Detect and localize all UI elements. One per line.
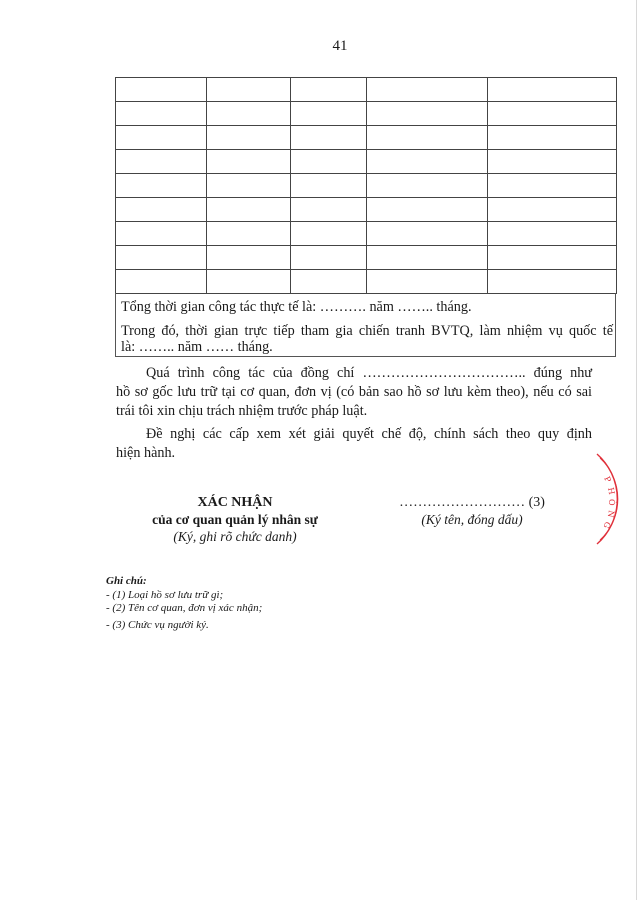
summary-box bbox=[115, 293, 616, 357]
table-row bbox=[116, 174, 617, 198]
war-time-line-1: Trong đó, thời gian trực tiếp tham gia chiến tranh BVTQ, làm nhiệm vụ quốc tế bbox=[121, 323, 613, 339]
confirmation-title: XÁC NHẬN bbox=[197, 495, 273, 510]
table-cell bbox=[207, 198, 291, 222]
table-cell bbox=[291, 174, 367, 198]
table-cell bbox=[291, 246, 367, 270]
table-cell bbox=[488, 246, 617, 270]
table-cell bbox=[367, 78, 488, 102]
svg-text:P: P bbox=[602, 475, 613, 484]
table-cell bbox=[116, 78, 207, 102]
confirmation-paragraph bbox=[116, 364, 592, 421]
table-row bbox=[116, 246, 617, 270]
note-item: - (3) Chức vụ người ký. bbox=[106, 618, 209, 631]
page-edge bbox=[636, 0, 637, 900]
page-number: 41 bbox=[332, 38, 348, 54]
signer-hint: (Ký tên, đóng dấu) bbox=[421, 512, 523, 527]
table-cell bbox=[488, 78, 617, 102]
table-cell bbox=[207, 270, 291, 294]
table-cell bbox=[291, 78, 367, 102]
confirmation-line-1: Quá trình công tác của đồng chí …………………………….. đúng như bbox=[146, 365, 592, 381]
table-cell bbox=[367, 270, 488, 294]
svg-text:G: G bbox=[601, 520, 613, 530]
table-cell bbox=[207, 102, 291, 126]
confirmation-hint: (Ký, ghi rõ chức danh) bbox=[173, 529, 297, 544]
table-cell bbox=[116, 102, 207, 126]
table-cell bbox=[291, 126, 367, 150]
table-cell bbox=[488, 150, 617, 174]
table-cell bbox=[367, 150, 488, 174]
hr-confirmation-block bbox=[120, 494, 350, 545]
signer-block bbox=[382, 494, 562, 528]
table-cell bbox=[367, 246, 488, 270]
confirmation-line-2: hồ sơ gốc lưu trữ tại cơ quan, đơn vị (có bản sao hồ sơ lưu kèm theo), nếu có sai bbox=[116, 384, 592, 400]
table-cell bbox=[207, 150, 291, 174]
svg-text:N: N bbox=[605, 509, 616, 519]
table-row bbox=[116, 222, 617, 246]
note-item: - (2) Tên cơ quan, đơn vị xác nhận; bbox=[106, 602, 263, 614]
table-cell bbox=[291, 150, 367, 174]
table-cell bbox=[291, 102, 367, 126]
table-cell bbox=[367, 126, 488, 150]
table-cell bbox=[488, 126, 617, 150]
table-cell bbox=[116, 198, 207, 222]
request-paragraph bbox=[116, 425, 592, 463]
table-cell bbox=[488, 198, 617, 222]
table-cell bbox=[291, 222, 367, 246]
request-line-1: Đề nghị các cấp xem xét giải quyết chế độ, chính sách theo quy định bbox=[146, 426, 592, 442]
total-work-time: Tổng thời gian công tác thực tế là: ………. năm …….. tháng. bbox=[121, 299, 472, 315]
table-row bbox=[116, 126, 617, 150]
table-row bbox=[116, 198, 617, 222]
table-cell bbox=[207, 222, 291, 246]
table-cell bbox=[488, 174, 617, 198]
confirmation-line-3: trái tôi xin chịu trách nhiệm trước pháp luật. bbox=[116, 403, 368, 419]
request-line-2: hiện hành. bbox=[116, 445, 176, 461]
table-cell bbox=[116, 246, 207, 270]
confirmation-subtitle: của cơ quan quản lý nhân sự bbox=[152, 512, 318, 527]
table-cell bbox=[488, 270, 617, 294]
table-cell bbox=[367, 222, 488, 246]
table-cell bbox=[488, 222, 617, 246]
table-cell bbox=[291, 270, 367, 294]
table-cell bbox=[116, 270, 207, 294]
table-cell bbox=[367, 198, 488, 222]
signer-placeholder: ……………………… (3) bbox=[399, 495, 545, 510]
work-history-table bbox=[115, 77, 617, 294]
table-cell bbox=[116, 150, 207, 174]
table-cell bbox=[116, 174, 207, 198]
table-cell bbox=[207, 246, 291, 270]
table-cell bbox=[207, 78, 291, 102]
red-stamp-icon bbox=[585, 448, 635, 548]
svg-text:Ò: Ò bbox=[607, 499, 616, 506]
svg-text:H: H bbox=[606, 486, 617, 496]
table-row bbox=[116, 150, 617, 174]
table-cell bbox=[367, 174, 488, 198]
table-cell bbox=[116, 126, 207, 150]
table-cell bbox=[488, 102, 617, 126]
notes-section bbox=[106, 575, 262, 632]
table-cell bbox=[291, 198, 367, 222]
table-row bbox=[116, 270, 617, 294]
table-cell bbox=[116, 222, 207, 246]
table-cell bbox=[367, 102, 488, 126]
table-row bbox=[116, 102, 617, 126]
notes-title: Ghi chú: bbox=[106, 575, 147, 587]
war-time-line-2: là: …….. năm …… tháng. bbox=[121, 339, 273, 355]
table-cell bbox=[207, 174, 291, 198]
note-item: - (1) Loại hồ sơ lưu trữ gì; bbox=[106, 588, 224, 601]
table-cell bbox=[207, 126, 291, 150]
table-row bbox=[116, 78, 617, 102]
